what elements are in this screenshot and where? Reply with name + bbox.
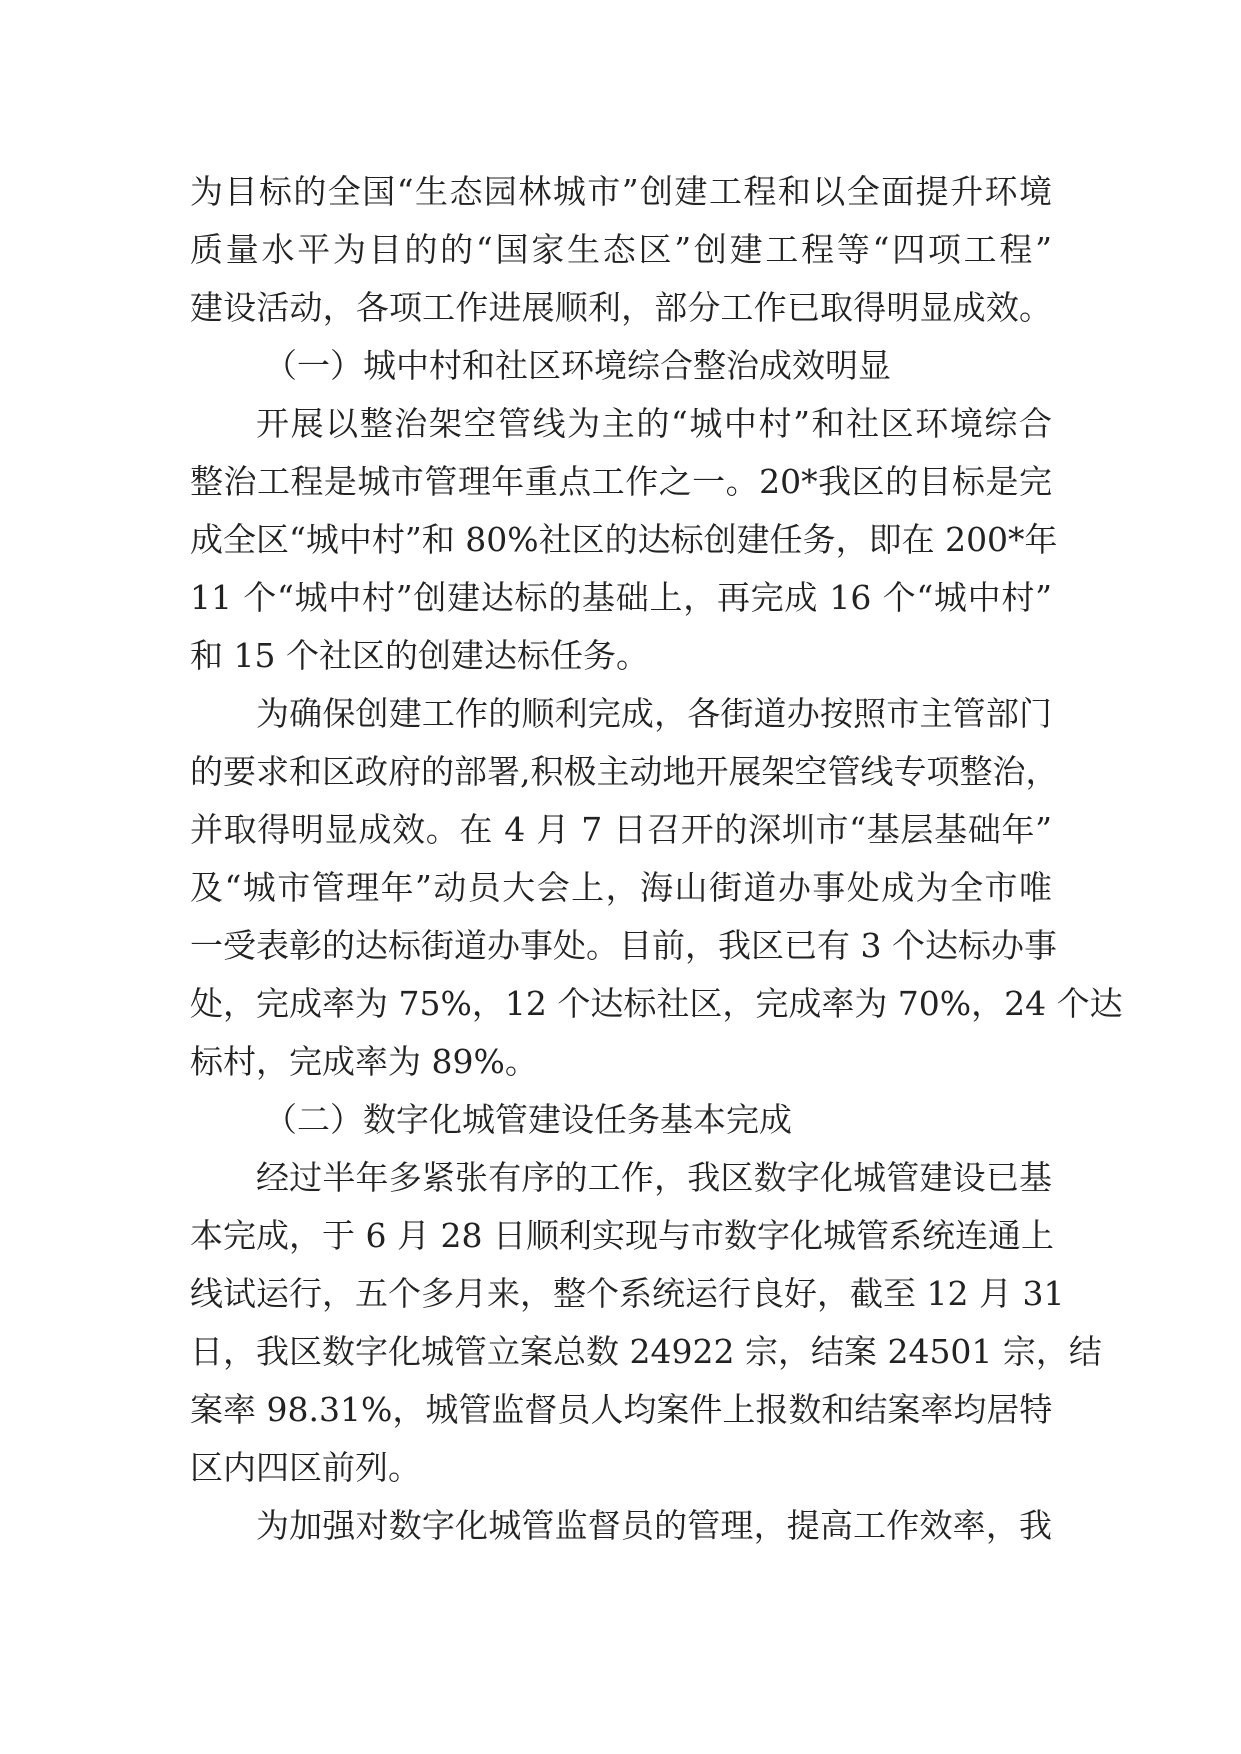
text-line: 建设活动，各项工作进展顺利，部分工作已取得明显成效。 <box>190 288 1052 327</box>
text-line: 案率 98.31%，城管监督员人均案件上报数和结案率均居特 <box>190 1390 1053 1429</box>
text-line: 本完成，于 6 月 28 日顺利实现与市数字化城管系统连通上 <box>190 1216 1054 1255</box>
paragraph-first-line: 为确保创建工作的顺利完成，各街道办按照市主管部门 <box>256 694 1052 733</box>
text-line: 整治工程是城市管理年重点工作之一。20*我区的目标是完 <box>190 462 1052 501</box>
text-line: 和 15 个社区的创建达标任务。 <box>190 636 649 675</box>
text-line: 一受表彰的达标街道办事处。目前，我区已有 3 个达标办事 <box>190 926 1057 965</box>
section-heading: （一）城中村和社区环境综合整治成效明显 <box>264 346 891 385</box>
paragraph-first-line: 经过半年多紧张有序的工作，我区数字化城管建设已基 <box>256 1158 1052 1197</box>
section-heading: （二）数字化城管建设任务基本完成 <box>264 1100 792 1139</box>
text-line: 成全区“城中村”和 80%社区的达标创建任务，即在 200*年 <box>190 520 1058 559</box>
text-line: 质量水平为目的的“国家生态区”创建工程等“四项工程” <box>190 230 1052 269</box>
text-line: 线试运行，五个多月来，整个系统运行良好，截至 12 月 31 <box>190 1274 1065 1313</box>
text-line: 区内四区前列。 <box>190 1448 421 1487</box>
document-body <box>190 163 1123 1555</box>
text-line: 为目标的全国“生态园林城市”创建工程和以全面提升环境 <box>190 172 1052 211</box>
paragraph-first-line: 为加强对数字化城管监督员的管理，提高工作效率，我 <box>256 1506 1052 1545</box>
text-line: 及“城市管理年”动员大会上，海山街道办事处成为全市唯 <box>190 868 1052 907</box>
text-line: 处，完成率为 75%，12 个达标社区，完成率为 70%，24 个达 <box>190 984 1123 1023</box>
text-line: 并取得明显成效。在 4 月 7 日召开的深圳市“基层基础年” <box>190 810 1052 849</box>
text-line: 的要求和区政府的部署,积极主动地开展架空管线专项整治， <box>190 752 1059 791</box>
text-line: 标村，完成率为 89%。 <box>190 1042 538 1081</box>
text-line: 日，我区数字化城管立案总数 24922 宗，结案 24501 宗，结 <box>190 1332 1102 1371</box>
paragraph-first-line: 开展以整治架空管线为主的“城中村”和社区环境综合 <box>256 404 1052 443</box>
text-line: 11 个“城中村”创建达标的基础上，再完成 16 个“城中村” <box>190 578 1052 617</box>
